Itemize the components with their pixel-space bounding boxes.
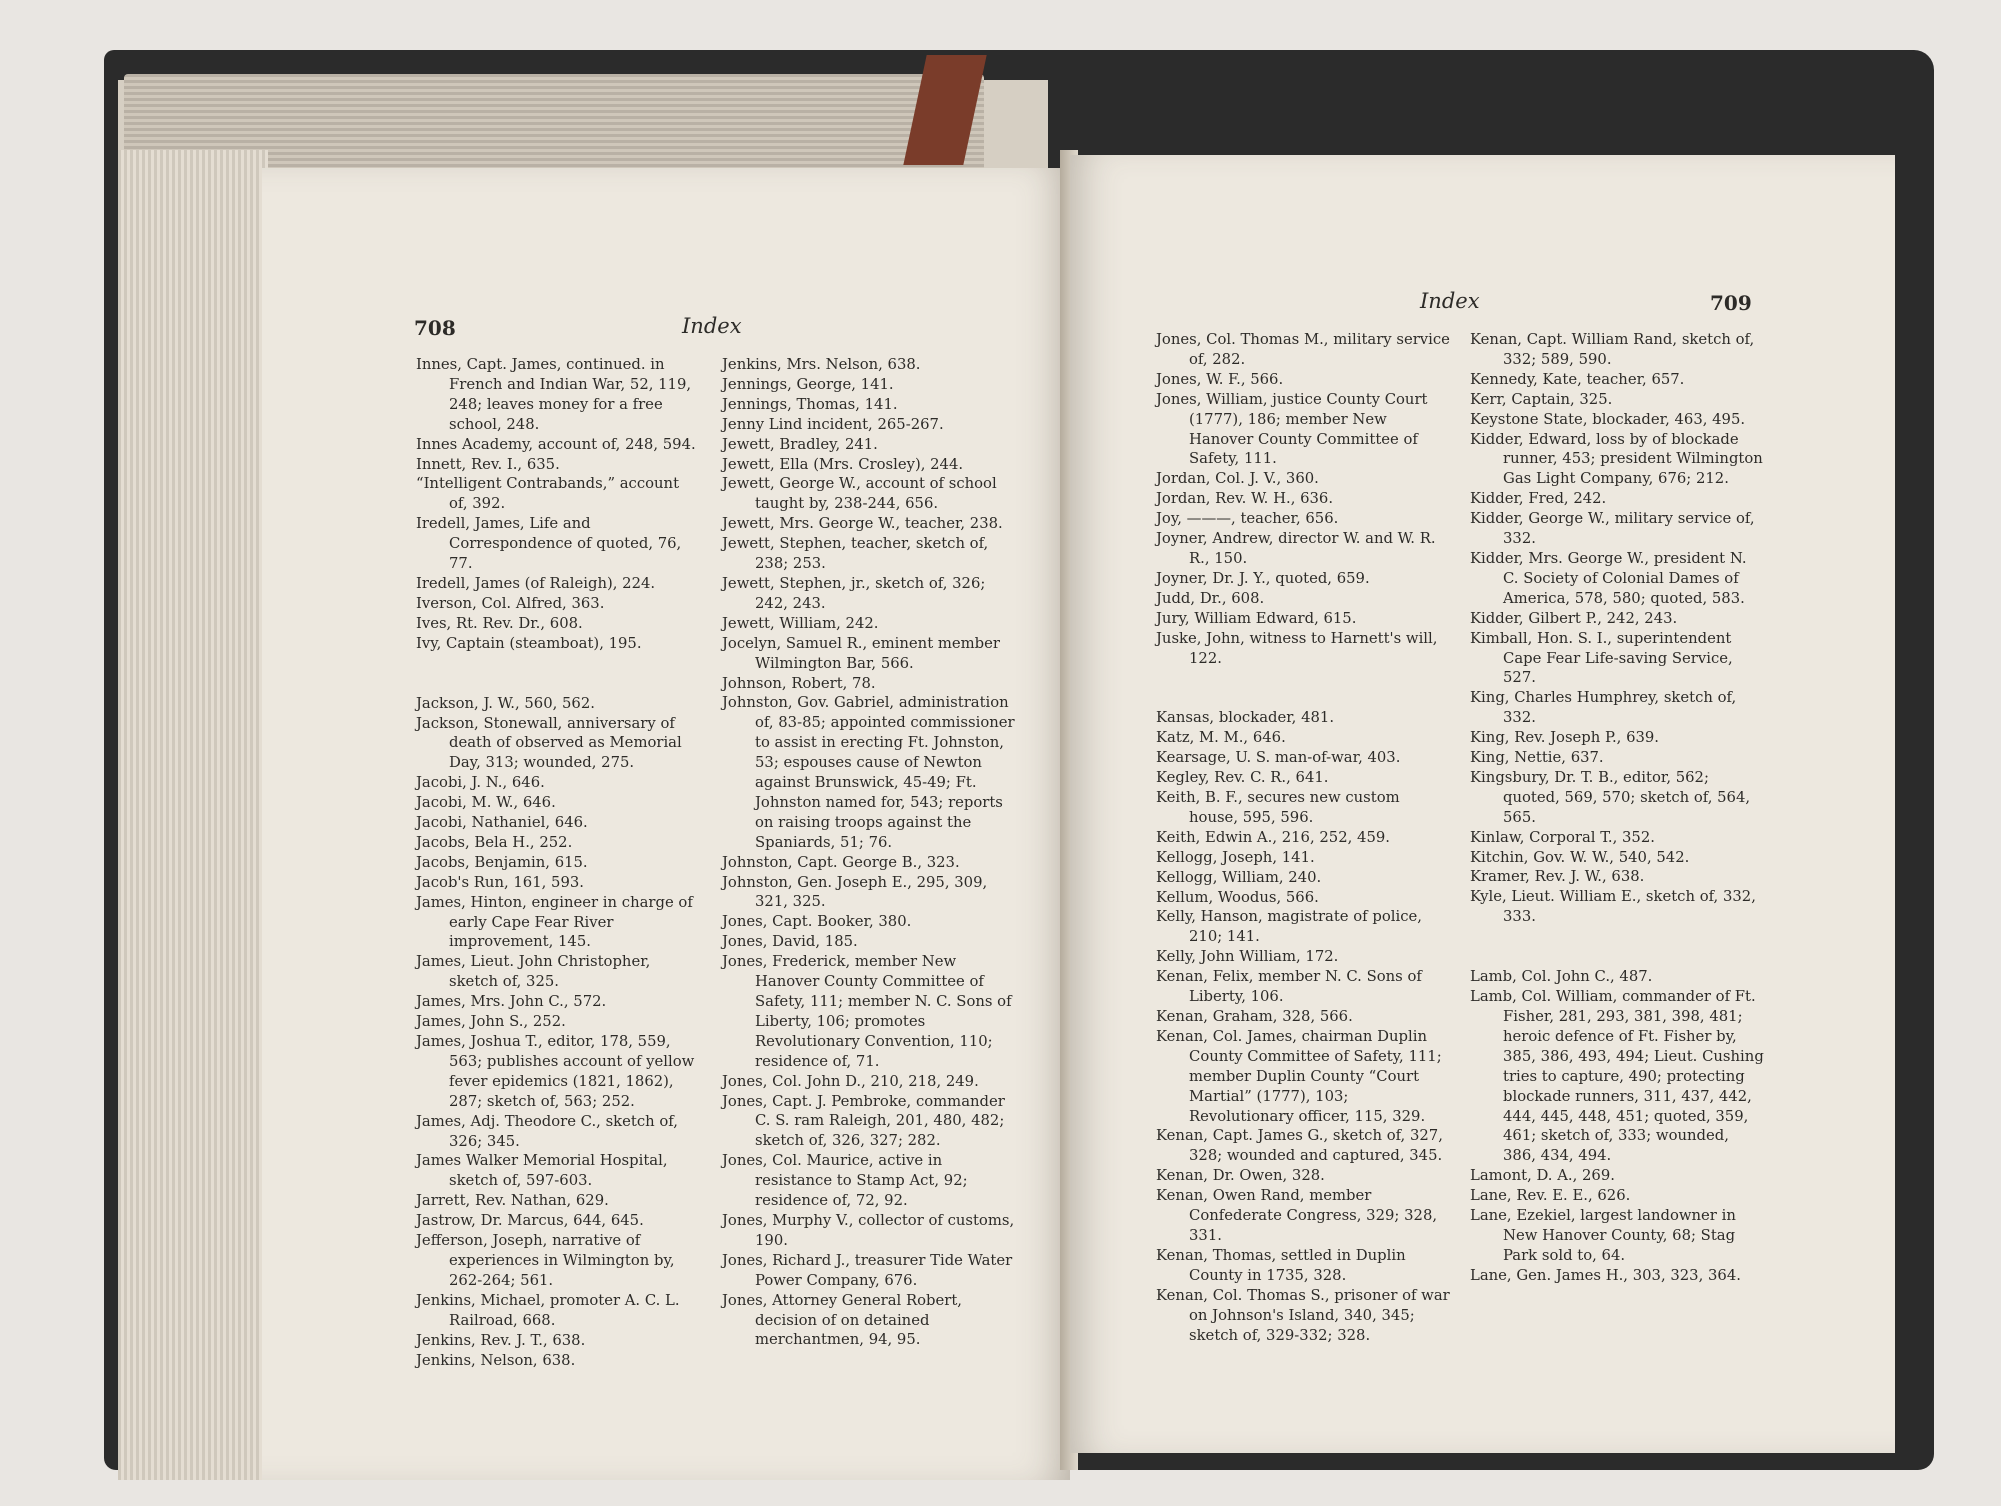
index-entry: Ivy, Captain (steamboat), 195. — [416, 634, 642, 652]
index-entry: “Intelligent Contrabands,” account of, 392. — [416, 475, 680, 513]
index-entry: Jones, Col. John D., 210, 218, 249. — [722, 1072, 979, 1090]
index-entry: Judd, Dr., 608. — [1156, 589, 1265, 607]
index-entry: Lamb, Col. John C., 487. — [1470, 968, 1653, 986]
index-entry: Jordan, Rev. W. H., 636. — [1156, 490, 1334, 508]
index-entry: Jewett, George W., account of school taught by, 238-244, 656. — [722, 475, 997, 513]
index-entry: Lane, Ezekiel, largest landowner in New Hanover County, 68; Stag Park sold to, 64. — [1470, 1207, 1736, 1264]
page-number-left: 708 — [414, 316, 456, 340]
section-gap — [1470, 927, 1766, 967]
index-entry: Jenny Lind incident, 265-267. — [722, 415, 944, 433]
index-entry: Jocelyn, Samuel R., eminent member Wilmington Bar, 566. — [722, 634, 1000, 672]
right-page — [1070, 155, 1895, 1453]
index-entry: Lamont, D. A., 269. — [1470, 1167, 1615, 1185]
section-gap — [1156, 668, 1452, 708]
index-entry: Jones, Murphy V., collector of customs, 190. — [722, 1211, 1015, 1249]
index-entry: Kenan, Col. Thomas S., prisoner of war on Johnson's Island, 340, 345; sketch of, 329-332; 328. — [1156, 1286, 1450, 1344]
index-entry: Kidder, Fred, 242. — [1470, 490, 1607, 508]
index-entry: Joy, ———, teacher, 656. — [1156, 510, 1339, 528]
index-entry: Kidder, George W., military service of, 332. — [1470, 510, 1755, 548]
index-entry: James, Mrs. John C., 572. — [416, 993, 607, 1011]
index-entry: Jordan, Col. J. V., 360. — [1156, 470, 1319, 488]
index-entry: Juske, John, witness to Harnett's will, 122. — [1156, 629, 1438, 667]
section-gap — [416, 654, 702, 694]
index-entry: Kitchin, Gov. W. W., 540, 542. — [1470, 848, 1690, 866]
index-entry: Jacobi, J. N., 646. — [416, 774, 545, 792]
index-entry: Jewett, Stephen, teacher, sketch of, 238; 253. — [722, 535, 989, 573]
index-entry: James, Adj. Theodore C., sketch of, 326; 345. — [416, 1112, 678, 1150]
index-entry: Jackson, J. W., 560, 562. — [416, 694, 595, 712]
index-entry: Jewett, Bradley, 241. — [722, 435, 878, 453]
index-entry: Johnston, Capt. George B., 323. — [722, 853, 960, 871]
index-entry: Lane, Rev. E. E., 626. — [1470, 1187, 1631, 1205]
index-entry: Kenan, Capt. James G., sketch of, 327, 328; wounded and captured, 345. — [1156, 1127, 1443, 1165]
index-entry: Jenkins, Mrs. Nelson, 638. — [722, 356, 921, 373]
index-entry: Kimball, Hon. S. I., superintendent Cape Fear Life-saving Service, 527. — [1470, 629, 1733, 687]
index-entry: Jewett, William, 242. — [722, 614, 879, 632]
index-entry: Kelly, Hanson, magistrate of police, 210; 141. — [1156, 908, 1422, 946]
index-entry: James, Joshua T., editor, 178, 559, 563; publishes account of yellow fever epidemics (1821, 1862), 287; sketch of, 563; 252. — [416, 1033, 695, 1110]
index-entry: Kerr, Captain, 325. — [1470, 390, 1613, 408]
index-entry: Keystone State, blockader, 463, 495. — [1470, 410, 1746, 428]
index-entry: Kingsbury, Dr. T. B., editor, 562; quoted, 569, 570; sketch of, 564, 565. — [1470, 768, 1751, 826]
index-entry: Jackson, Stonewall, anniversary of death of observed as Memorial Day, 313; wounded, 275. — [416, 714, 682, 772]
index-entry: Iverson, Col. Alfred, 363. — [416, 594, 605, 612]
index-entry: Johnston, Gov. Gabriel, administration of, 83-85; appointed commissioner to assist in erecting Ft. Johnston, 53; espouses cause of Newton against Brunswick, 45-49; Ft. Johnston named for, 543; reports on raising troops against the Spaniards, 51; 76. — [722, 694, 1015, 851]
index-entry: Jones, William, justice County Court (1777), 186; member New Hanover County Committee of Safety, 111. — [1156, 390, 1428, 468]
index-entry: King, Nettie, 637. — [1470, 749, 1604, 767]
page-number-right: 709 — [1710, 291, 1752, 315]
index-entry: Katz, M. M., 646. — [1156, 729, 1286, 747]
index-entry: Jenkins, Michael, promoter A. C. L. Railroad, 668. — [416, 1291, 680, 1329]
index-entry: Jewett, Ella (Mrs. Crosley), 244. — [722, 455, 964, 473]
index-entry: Ives, Rt. Rev. Dr., 608. — [416, 614, 583, 632]
index-entry: Jacobi, M. W., 646. — [416, 794, 556, 812]
index-entry: Jones, Col. Maurice, active in resistance to Stamp Act, 92; residence of, 72, 92. — [722, 1152, 968, 1210]
index-entry: Kellum, Woodus, 566. — [1156, 888, 1319, 906]
index-entry: Jury, William Edward, 615. — [1156, 609, 1357, 627]
index-entry: Kenan, Dr. Owen, 328. — [1156, 1167, 1325, 1185]
index-column-1 — [416, 355, 702, 1370]
index-entry: Kenan, Thomas, settled in Duplin County in 1735, 328. — [1156, 1246, 1406, 1284]
index-entry: Kenan, Owen Rand, member Confederate Congress, 329; 328, 331. — [1156, 1187, 1438, 1244]
fore-edge — [118, 150, 268, 1480]
index-entry: Kennedy, Kate, teacher, 657. — [1470, 370, 1685, 388]
index-entry: Jacobs, Bela H., 252. — [416, 833, 573, 851]
index-entry: Kenan, Graham, 328, 566. — [1156, 1008, 1353, 1025]
index-entry: Kegley, Rev. C. R., 641. — [1156, 769, 1329, 787]
index-column-4 — [1470, 330, 1766, 1286]
index-entry: Kenan, Col. James, chairman Duplin County Committee of Safety, 111; member Duplin County “Court Martial” (1777), 103; Revolutionary officer, 115, 329. — [1156, 1027, 1442, 1125]
index-entry: Kidder, Mrs. George W., president N. C. Society of Colonial Dames of America, 578, 580; quoted, 583. — [1470, 549, 1747, 607]
index-entry: King, Rev. Joseph P., 639. — [1470, 729, 1660, 747]
index-entry: Innes Academy, account of, 248, 594. — [416, 435, 696, 453]
index-entry: Johnson, Robert, 78. — [722, 674, 876, 692]
running-head-right: Index — [1420, 289, 1480, 313]
index-entry: Joyner, Andrew, director W. and W. R. R., 150. — [1156, 530, 1436, 567]
index-entry: Kenan, Capt. William Rand, sketch of, 332; 589, 590. — [1470, 331, 1755, 368]
index-entry: Jones, Richard J., treasurer Tide Water Power Company, 676. — [722, 1251, 1013, 1289]
index-entry: Keith, Edwin A., 216, 252, 459. — [1156, 828, 1390, 846]
index-entry: James, Lieut. John Christopher, sketch of, 325. — [416, 953, 651, 991]
index-entry: Jennings, George, 141. — [722, 375, 894, 393]
index-entry: Jenkins, Nelson, 638. — [416, 1351, 576, 1369]
index-entry: Kidder, Edward, loss by of blockade runner, 453; president Wilmington Gas Light Company, 676; 212. — [1470, 430, 1763, 488]
index-entry: Kidder, Gilbert P., 242, 243. — [1470, 609, 1678, 627]
index-entry: Johnston, Gen. Joseph E., 295, 309, 321, 325. — [722, 873, 988, 911]
index-entry: Jenkins, Rev. J. T., 638. — [416, 1331, 586, 1349]
index-entry: Jacobs, Benjamin, 615. — [416, 853, 588, 871]
index-entry: King, Charles Humphrey, sketch of, 332. — [1470, 689, 1737, 727]
index-entry: Jacobi, Nathaniel, 646. — [416, 814, 588, 832]
index-entry: Iredell, James, Life and Correspondence of quoted, 76, 77. — [416, 515, 682, 573]
index-entry: Jewett, Mrs. George W., teacher, 238. — [722, 515, 1003, 533]
index-entry: Kearsage, U. S. man-of-war, 403. — [1156, 749, 1401, 767]
index-entry: Jones, Capt. Booker, 380. — [722, 913, 912, 931]
index-entry: Innett, Rev. I., 635. — [416, 455, 560, 473]
index-entry: Kansas, blockader, 481. — [1156, 709, 1335, 727]
index-entry: James, Hinton, engineer in charge of early Cape Fear River improvement, 145. — [416, 893, 693, 951]
index-column-2 — [722, 355, 1018, 1350]
index-entry: Kyle, Lieut. William E., sketch of, 332, 333. — [1470, 888, 1756, 926]
index-entry: Kenan, Felix, member N. C. Sons of Liberty, 106. — [1156, 968, 1422, 1006]
index-entry: Jarrett, Rev. Nathan, 629. — [416, 1192, 609, 1210]
index-entry: Lamb, Col. William, commander of Ft. Fisher, 281, 293, 381, 398, 481; heroic defence of Ft. Fisher by, 385, 386, 493, 494; Lieut. Cushing tries to capture, 490; protecting blockade runners, 311, 437, 442, 444, 445, 448, 451; quoted, 359, 461; sketch of, 333; wounded, 386, 434, 494. — [1470, 988, 1764, 1165]
left-page — [262, 168, 1070, 1480]
index-entry: Jewett, Stephen, jr., sketch of, 326; 242, 243. — [722, 574, 986, 612]
index-entry: Kellogg, Joseph, 141. — [1156, 848, 1315, 866]
index-entry: Jones, David, 185. — [722, 933, 858, 951]
index-entry: Jefferson, Joseph, narrative of experiences in Wilmington by, 262-264; 561. — [416, 1232, 675, 1289]
index-entry: James, John S., 252. — [416, 1013, 566, 1031]
index-entry: Jennings, Thomas, 141. — [722, 395, 898, 413]
index-entry: Kinlaw, Corporal T., 352. — [1470, 828, 1655, 846]
index-entry: Keith, B. F., secures new custom house, 595, 596. — [1156, 789, 1400, 826]
index-entry: Jones, Capt. J. Pembroke, commander C. S. ram Raleigh, 201, 480, 482; sketch of, 326, 327; 282. — [722, 1092, 1005, 1150]
index-entry: Kramer, Rev. J. W., 638. — [1470, 868, 1645, 886]
index-column-3 — [1156, 330, 1452, 1345]
index-entry: Iredell, James (of Raleigh), 224. — [416, 574, 656, 592]
index-entry: Joyner, Dr. J. Y., quoted, 659. — [1156, 569, 1370, 587]
index-entry: Kelly, John William, 172. — [1156, 948, 1339, 966]
index-entry: Jones, Frederick, member New Hanover County Committee of Safety, 111; member N. C. Sons of Liberty, 106; promotes Revolutionary Convention, 110; residence of, 71. — [722, 953, 1012, 1070]
index-entry: Jones, Attorney General Robert, decision of on detained merchantmen, 94, 95. — [722, 1291, 962, 1349]
index-entry: Jastrow, Dr. Marcus, 644, 645. — [416, 1212, 644, 1230]
index-entry: Lane, Gen. James H., 303, 323, 364. — [1470, 1266, 1741, 1284]
index-entry: Jones, W. F., 566. — [1156, 370, 1284, 388]
index-entry: Jacob's Run, 161, 593. — [416, 873, 584, 891]
index-entry: Innes, Capt. James, continued. in French and Indian War, 52, 119, 248; leaves money for a free school, 248. — [416, 356, 692, 433]
running-head-left: Index — [682, 314, 742, 338]
index-entry: James Walker Memorial Hospital, sketch of, 597-603. — [416, 1152, 668, 1190]
index-entry: Jones, Col. Thomas M., military service of, 282. — [1156, 331, 1450, 368]
index-entry: Kellogg, William, 240. — [1156, 868, 1322, 886]
